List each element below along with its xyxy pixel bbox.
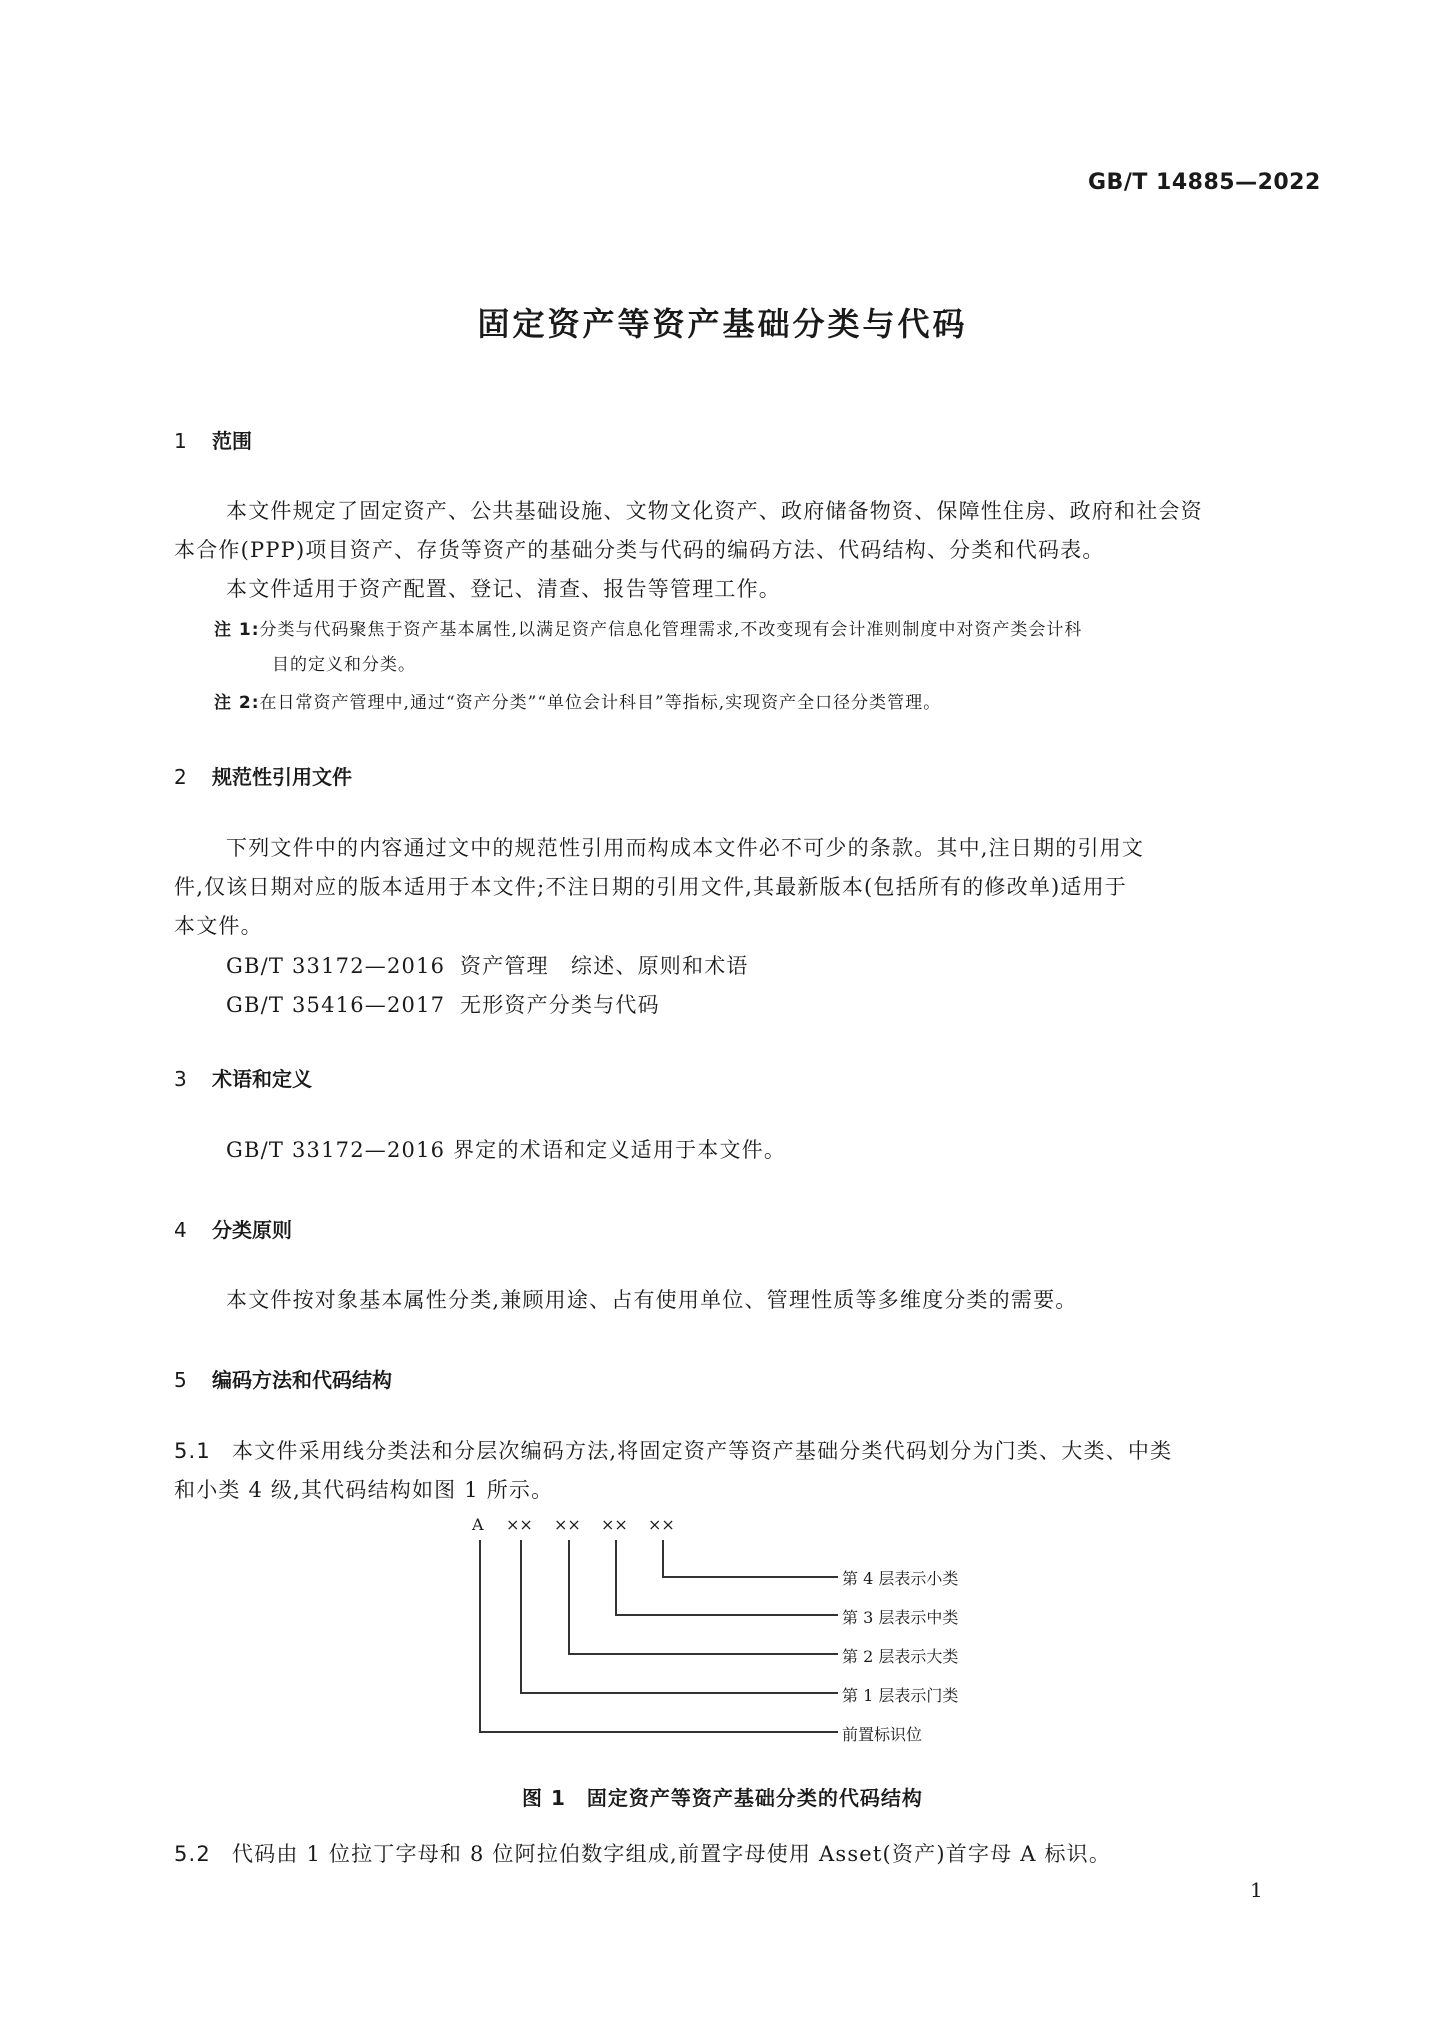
section-title: 术语和定义 [212, 1067, 312, 1091]
connector-line [479, 1540, 481, 1732]
section-number: 1 [174, 429, 187, 453]
normative-reference [226, 989, 660, 1019]
connector-line [615, 1614, 838, 1616]
paragraph: 和小类 4 级,其代码结构如图 1 所示。 [174, 1478, 554, 1502]
normative-reference [226, 950, 749, 980]
clause-5-1 [174, 1435, 1172, 1465]
code-segment: ×× [506, 1515, 533, 1534]
reference-code: GB/T 35416—2017 [226, 993, 446, 1017]
document-title: 固定资产等资产基础分类与代码 [477, 305, 968, 343]
level-label: 第 3 层表示中类 [842, 1608, 959, 1627]
level-label: 第 4 层表示小类 [842, 1569, 959, 1588]
note-text: 分类与代码聚焦于资产基本属性,以满足资产信息化管理需求,不改变现有会计准则制度中对资产类会计科 [259, 620, 1083, 640]
figure-caption: 图 1 固定资产等资产基础分类的代码结构 [522, 1786, 923, 1810]
note-label: 注 2: [214, 693, 260, 713]
connector-line [479, 1731, 838, 1733]
connector-line [615, 1540, 617, 1615]
paragraph: 本文件按对象基本属性分类,兼顾用途、占有使用单位、管理性质等多维度分类的需要。 [226, 1288, 1078, 1312]
code-segment: ×× [601, 1515, 628, 1534]
paragraph: 本合作(PPP)项目资产、存货等资产的基础分类与代码的编码方法、代码结构、分类和代码表。 [174, 538, 1105, 562]
reference-code: GB/T 33172—2016 [226, 954, 446, 978]
connector-line [662, 1540, 664, 1577]
code-segment: ×× [554, 1515, 581, 1534]
connector-line [520, 1540, 522, 1693]
paragraph: 件,仅该日期对应的版本适用于本文件;不注日期的引用文件,其最新版本(包括所有的修改单)适用于 [174, 875, 1128, 899]
page-number: 1 [1250, 1878, 1263, 1902]
clause-text: 代码由 1 位拉丁字母和 8 位阿拉伯数字组成,前置字母使用 Asset(资产)首字母 A 标识。 [232, 1842, 1112, 1866]
level-label: 前置标识位 [842, 1725, 923, 1744]
section-2-heading [174, 761, 352, 790]
connector-line [568, 1540, 570, 1654]
reference-title: 无形资产分类与代码 [460, 993, 660, 1017]
connector-line [520, 1692, 838, 1694]
section-title: 规范性引用文件 [212, 765, 352, 789]
clause-text: 本文件采用线分类法和分层次编码方法,将固定资产等资产基础分类代码划分为门类、大类、中类 [232, 1439, 1173, 1463]
section-4-heading [174, 1214, 292, 1243]
note-2 [214, 688, 941, 713]
connector-line [568, 1653, 838, 1655]
note-text: 在日常资产管理中,通过“资产分类”“单位会计科目”等指标,实现资产全口径分类管理。 [259, 693, 942, 713]
section-1-heading [174, 425, 252, 454]
reference-title: 资产管理 综述、原则和术语 [460, 954, 749, 978]
paragraph: 下列文件中的内容通过文中的规范性引用而构成本文件必不可少的条款。其中,注日期的引用文 [226, 836, 1145, 860]
note-label: 注 1: [214, 620, 260, 640]
paragraph: 本文件适用于资产配置、登记、清查、报告等管理工作。 [226, 577, 781, 601]
note-1 [214, 615, 1082, 640]
section-number: 4 [174, 1218, 187, 1242]
section-5-heading [174, 1364, 392, 1393]
code-prefix: A [472, 1515, 484, 1534]
paragraph: GB/T 33172—2016 界定的术语和定义适用于本文件。 [226, 1138, 787, 1162]
paragraph: 本文件。 [174, 914, 263, 938]
standard-number: GB/T 14885—2022 [1088, 170, 1321, 195]
paragraph: 本文件规定了固定资产、公共基础设施、文物文化资产、政府储备物资、保障性住房、政府和社会资 [226, 499, 1203, 523]
section-title: 编码方法和代码结构 [212, 1368, 392, 1392]
clause-5-2 [174, 1838, 1111, 1868]
clause-number: 5.1 [174, 1439, 211, 1463]
code-segment: ×× [648, 1515, 675, 1534]
section-number: 3 [174, 1067, 187, 1091]
section-title: 分类原则 [212, 1218, 292, 1242]
level-label: 第 1 层表示门类 [842, 1686, 959, 1705]
connector-line [662, 1576, 838, 1578]
clause-number: 5.2 [174, 1842, 211, 1866]
note-1-continuation: 目的定义和分类。 [272, 655, 416, 675]
section-3-heading [174, 1063, 312, 1092]
section-title: 范围 [212, 429, 252, 453]
section-number: 5 [174, 1368, 187, 1392]
level-label: 第 2 层表示大类 [842, 1647, 959, 1666]
section-number: 2 [174, 765, 187, 789]
